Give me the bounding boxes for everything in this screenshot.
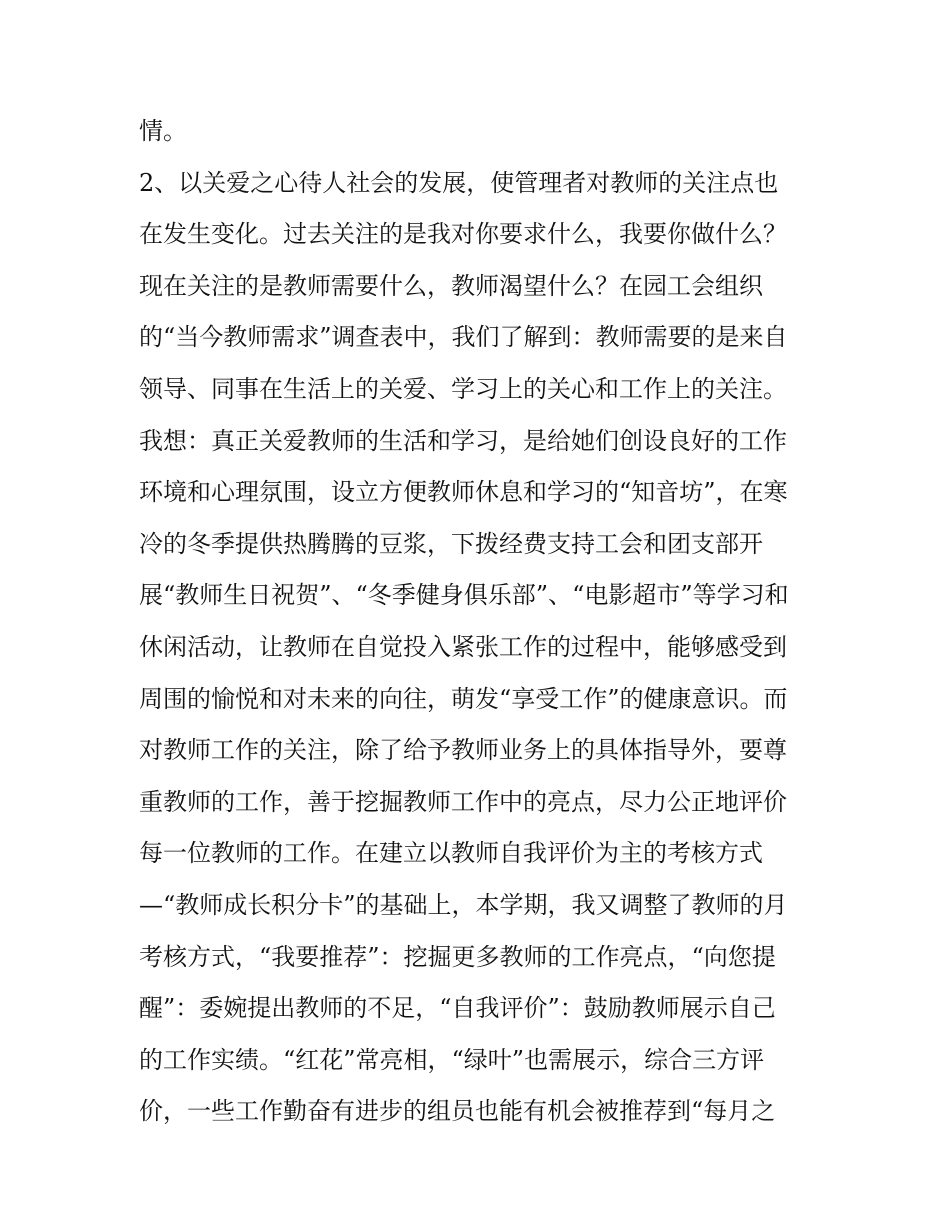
text-line: 每一位教师的工作。在建立以教师自我评价为主的考核方式 xyxy=(139,839,763,868)
text-line: 展“教师生日祝贺”、“冬季健身俱乐部”、“电影超市”等学习和 xyxy=(139,581,789,610)
text-line: 周围的愉悦和对未来的向往，萌发“享受工作”的健康意识。而 xyxy=(139,684,788,713)
text-line: 休闲活动，让教师在自觉投入紧张工作的过程中，能够感受到 xyxy=(139,632,787,661)
text-line: 醒”：委婉提出教师的不足，“自我评价”：鼓励教师展示自己 xyxy=(139,994,776,1023)
text-line: 价，一些工作勤奋有进步的组员也能有机会被推荐到“每月之 xyxy=(139,1097,776,1126)
text-line: 环境和心理氛围，设立方便教师休息和学习的“知音坊”，在寒 xyxy=(139,478,788,507)
text-line: 考核方式，“我要推荐”：挖掘更多教师的工作亮点，“向您提 xyxy=(139,942,776,971)
text-line: 在发生变化。过去关注的是我对你要求什么，我要你做什么？ xyxy=(139,220,787,249)
text-line: 对教师工作的关注，除了给予教师业务上的具体指导外，要尊 xyxy=(139,736,787,765)
text-line: 的工作实绩。“红花”常亮相，“绿叶”也需展示，综合三方评 xyxy=(139,1045,765,1074)
text-line: 冷的冬季提供热腾腾的豆浆，下拨经费支持工会和团支部开 xyxy=(139,529,763,558)
text-line: 重教师的工作，善于挖掘教师工作中的亮点，尽力公正地评价 xyxy=(139,787,787,816)
text-line: 2、以关爱之心待人社会的发展，使管理者对教师的关注点也 xyxy=(139,168,779,197)
text-line: 我想：真正关爱教师的生活和学习，是给她们创设良好的工作 xyxy=(139,426,787,455)
text-line: 现在关注的是教师需要什么，教师渴望什么？在园工会组织 xyxy=(139,271,763,300)
text-line: —“教师成长积分卡”的基础上，本学期，我又调整了教师的月 xyxy=(139,890,788,919)
text-line: 情。 xyxy=(139,117,187,145)
text-line: 领导、同事在生活上的关爱、学习上的关心和工作上的关注。 xyxy=(139,374,787,403)
body-text xyxy=(139,106,829,1138)
text-line: 的“当今教师需求”调查表中，我们了解到：教师需要的是来自 xyxy=(139,323,788,352)
